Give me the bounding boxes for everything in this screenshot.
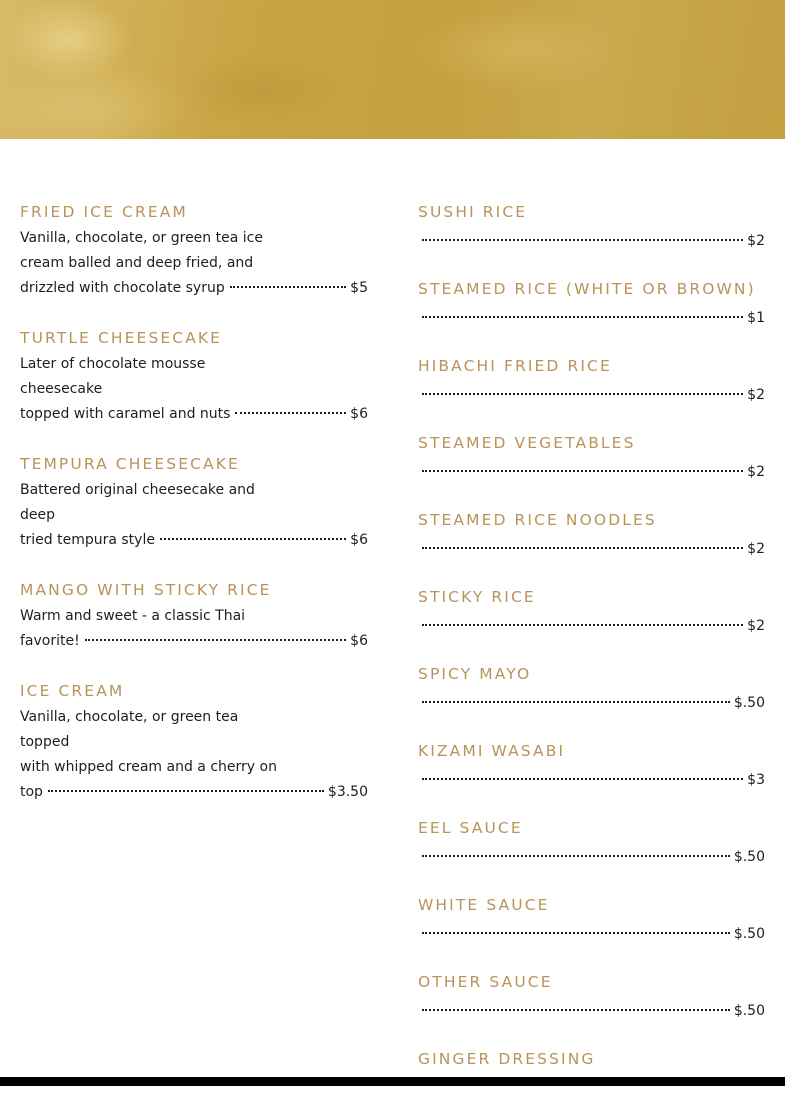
item-name: GINGER DRESSING: [418, 1050, 596, 1068]
item-price: $2: [747, 233, 765, 249]
item-price: $2: [747, 618, 765, 634]
item-price: $2: [747, 464, 765, 480]
item-price: $2: [747, 541, 765, 557]
item-description-line: topped with caramel and nuts: [20, 406, 231, 422]
item-name: STEAMED RICE (WHITE OR BROWN): [418, 280, 756, 298]
sides-column: [418, 202, 765, 1094]
item-description-line: Later of chocolate mousse cheesecake: [20, 356, 206, 397]
item-description-line: Battered original cheesecake and deep: [20, 482, 255, 523]
item-name: WHITE SAUCE: [418, 896, 550, 914]
item-name: STICKY RICE: [418, 588, 536, 606]
dotted-leader: [230, 286, 346, 288]
menu-item: [20, 580, 368, 654]
menu-item: [20, 328, 368, 427]
item-name: TURTLE CHEESECAKE: [20, 329, 223, 347]
desserts-column: [20, 202, 368, 832]
dotted-leader: [422, 239, 743, 241]
menu-item: [20, 454, 368, 553]
item-description-line: drizzled with chocolate syrup: [20, 280, 225, 296]
item-price: $.50: [733, 926, 765, 942]
item-price: $3: [747, 772, 765, 788]
dotted-leader: [422, 932, 730, 934]
menu-item: [20, 202, 368, 301]
item-description-line: Warm and sweet - a classic Thai: [20, 608, 246, 624]
item-name: TEMPURA CHEESECAKE: [20, 455, 240, 473]
dotted-leader: [422, 701, 730, 703]
dotted-leader: [422, 1009, 730, 1011]
item-name: EEL SAUCE: [418, 819, 523, 837]
menu-item: [418, 972, 765, 1024]
menu-item: [20, 681, 368, 805]
menu-item: [418, 433, 765, 485]
dotted-leader: [422, 855, 730, 857]
menu-item: [418, 895, 765, 947]
menu-item: [418, 1049, 765, 1069]
item-price: $.50: [733, 1003, 765, 1019]
item-description-line: top: [20, 784, 43, 800]
item-name: KIZAMI WASABI: [418, 742, 566, 760]
item-price: $3.50: [327, 784, 368, 800]
item-description-line: Vanilla, chocolate, or green tea topped: [20, 709, 239, 750]
dotted-leader: [422, 547, 743, 549]
item-name: STEAMED VEGETABLES: [418, 434, 636, 452]
item-price: $.50: [733, 695, 765, 711]
item-price: $1: [747, 310, 765, 326]
item-name: HIBACHI FRIED RICE: [418, 357, 612, 375]
item-name: STEAMED RICE NOODLES: [418, 511, 657, 529]
item-name: SPICY MAYO: [418, 665, 532, 683]
menu-item: [418, 587, 765, 639]
item-price: $5: [350, 280, 368, 296]
item-name: ICE CREAM: [20, 682, 125, 700]
item-description-line: Vanilla, chocolate, or green tea ice: [20, 230, 263, 246]
dotted-leader: [422, 778, 743, 780]
item-description-line: cream balled and deep fried, and: [20, 255, 254, 271]
menu-item: [418, 741, 765, 793]
item-name: FRIED ICE CREAM: [20, 203, 188, 221]
item-description-line: with whipped cream and a cherry on: [20, 759, 277, 775]
dotted-leader: [422, 624, 743, 626]
menu-item: [418, 818, 765, 870]
menu-item: [418, 202, 765, 254]
menu-item: [418, 510, 765, 562]
menu-item: [418, 356, 765, 408]
dotted-leader: [422, 316, 743, 318]
dotted-leader: [48, 790, 324, 792]
footer-bar: [0, 1077, 785, 1086]
menu-item: [418, 664, 765, 716]
item-name: OTHER SAUCE: [418, 973, 553, 991]
item-description-line: tried tempura style: [20, 532, 155, 548]
item-description-line: favorite!: [20, 633, 80, 649]
dotted-leader: [85, 639, 346, 641]
dotted-leader: [160, 538, 346, 540]
item-name: SUSHI RICE: [418, 203, 528, 221]
dotted-leader: [235, 412, 346, 414]
item-price: $6: [350, 406, 368, 422]
dotted-leader: [422, 470, 743, 472]
item-price: $2: [747, 387, 765, 403]
item-price: $6: [350, 532, 368, 548]
item-price: $6: [350, 633, 368, 649]
item-price: $.50: [733, 849, 765, 865]
item-name: MANGO WITH STICKY RICE: [20, 581, 272, 599]
menu-item: [418, 279, 765, 331]
dotted-leader: [422, 393, 743, 395]
header-banner-image: [0, 0, 785, 139]
